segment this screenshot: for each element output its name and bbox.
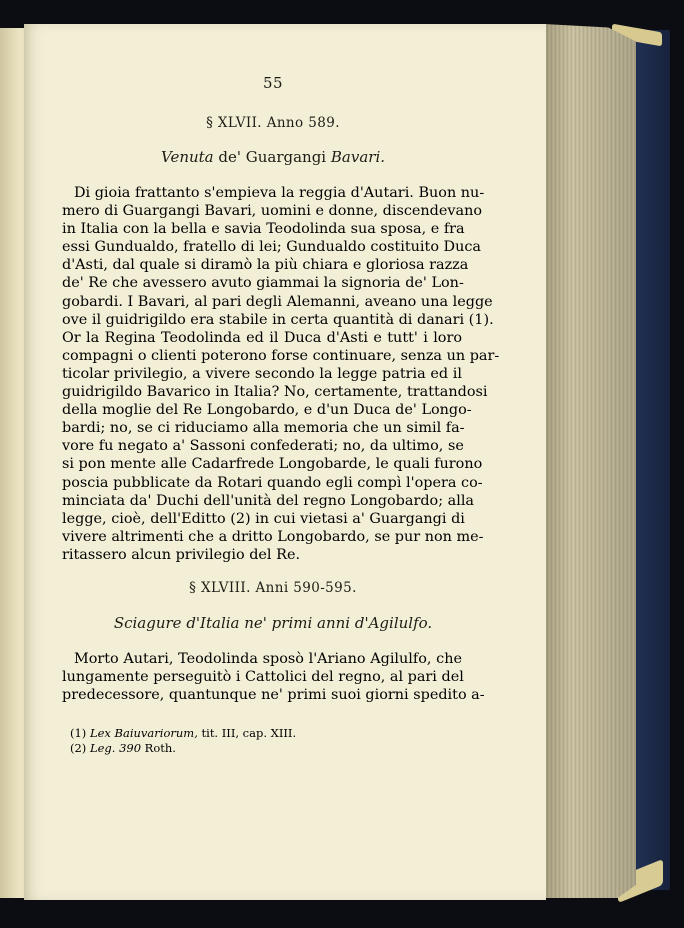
text-line: mero di Guargangi Bavari, uomini e donne, discendevano	[62, 203, 483, 220]
text-line: guidrigildo Bavarico in Italia? No, certamente, trattandosi	[62, 384, 488, 401]
footnote	[70, 726, 450, 741]
section-body-48	[62, 650, 485, 704]
text-line: compagni o clienti poterono forse continuare, senza un par-	[62, 347, 500, 364]
footnotes	[70, 726, 450, 756]
text-line: d'Asti, dal quale si diramò la più chiara e gloriosa razza	[62, 257, 469, 274]
text-line: Di gioia frattanto s'empieva la reggia d'Autari. Buon nu-	[74, 185, 485, 201]
footnote-reference: Leg. 390	[89, 741, 142, 755]
section-body-47	[62, 184, 500, 564]
footnote-mark: (2)	[70, 741, 90, 755]
text-line: vivere altrimenti che a dritto Longobardo, se pur non me-	[62, 528, 484, 545]
title-part: de' Guargangi	[213, 148, 331, 166]
text-line: minciata da' Duchi dell'unità del regno Longobardo; alla	[62, 492, 475, 509]
text-line: Morto Autari, Teodolinda sposò l'Ariano Agilulfo, che	[74, 651, 462, 667]
text-line: Or la Regina Teodolinda ed il Duca d'Asti e tutt' i loro	[62, 329, 462, 346]
text-line: predecessore, quantunque ne' primi suoi giorni spedito a-	[62, 687, 485, 704]
section-heading-47: § XLVII. Anno 589.	[206, 115, 340, 131]
page-number: 55	[262, 74, 284, 92]
text-line: ove il guidrigildo era stabile in certa quantità di danari (1).	[62, 311, 494, 328]
text-line: vore fu negato a' Sassoni confederati; no, da ultimo, se	[62, 438, 464, 455]
text-line: si pon mente alle Cadarfrede Longobarde, le quali furono	[62, 456, 483, 473]
book-page	[24, 24, 546, 900]
footnote	[70, 741, 450, 756]
section-title-47	[24, 148, 522, 166]
footnote-detail: tit. III, cap. XIII.	[197, 726, 297, 740]
page-block-edges	[544, 24, 636, 898]
title-part: Venuta	[160, 148, 214, 166]
text-line: essi Gundualdo, fratello di lei; Gundualdo costituito Duca	[62, 239, 482, 256]
footnote-detail: Roth.	[141, 741, 176, 755]
footnote-mark: (1)	[70, 726, 90, 740]
text-line: de' Re che avessero avuto giammai la signoria de' Lon-	[62, 275, 464, 292]
text-line: legge, cioè, dell'Editto (2) in cui vietasi a' Guargangi di	[62, 510, 465, 527]
text-line: ticolar privilegio, a vivere secondo la legge patria ed il	[62, 365, 462, 382]
title-part: Bavari.	[330, 148, 386, 166]
footnote-reference: Lex Baiuvariorum,	[89, 726, 198, 740]
text-line: in Italia con la bella e savia Teodolinda sua sposa, e fra	[62, 221, 465, 238]
section-heading-48: § XLVIII. Anni 590-595.	[189, 580, 357, 596]
text-line: gobardi. I Bavari, al pari degli Alemanni, aveano una legge	[62, 293, 493, 310]
text-line: ritassero alcun privilegio del Re.	[62, 546, 301, 563]
text-line: lungamente perseguitò i Cattolici del regno, al pari del	[62, 669, 464, 686]
section-title-48: Sciagure d'Italia ne' primi anni d'Agilulfo.	[113, 614, 433, 632]
text-line: della moglie del Re Longobardo, e d'un Duca de' Longo-	[62, 402, 472, 419]
text-line: bardi; no, se ci riduciamo alla memoria che un simil fa-	[62, 420, 465, 437]
text-line: poscia pubblicate da Rotari quando egli compì l'opera co-	[62, 474, 483, 491]
